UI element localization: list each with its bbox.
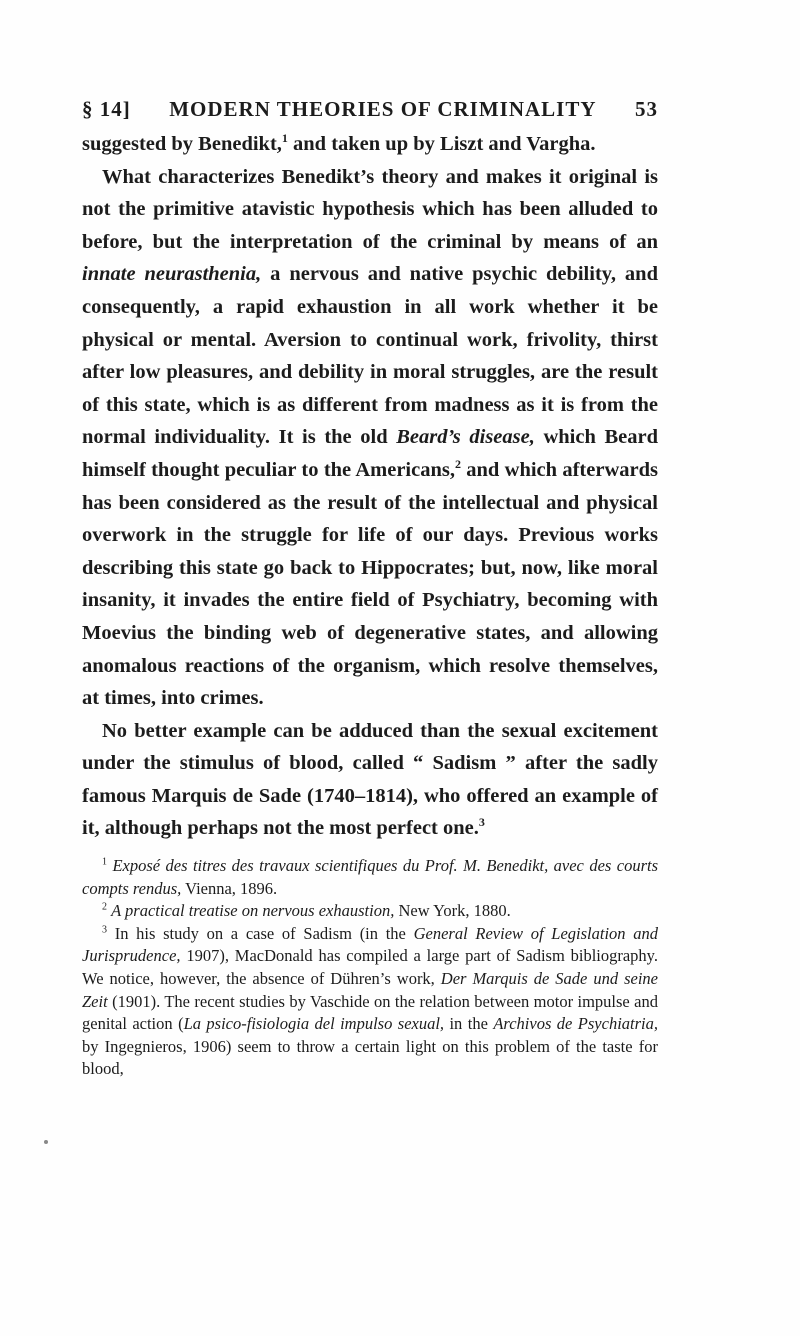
footnote-1: $^1$ Exposé des titres des travaux scientifiques du Prof. M. Benedikt, avec des courts compts rendus, Vienna, 1896. <box>82 856 658 898</box>
footnote-3: $^3$ In his study on a case of Sadism (in the General Review of Legislation and Jurisprudence, 1907), MacDonald has compiled a large part of Sadism bibliography. We notice, however, the absence of Dühren’s work, Der Marquis de Sade und seine Zeit (1901). The recent studies by Vaschide on the relation between motor impulse and genital action (La psico-fisiologia del impulso sexual, in the Archivos de Psychiatria, by Ingegnieros, 1906) seem to throw a certain light on this problem of the taste for blood, <box>82 923 658 1079</box>
footnote-ref-3: 3 <box>478 815 485 830</box>
footnotes <box>82 855 658 1081</box>
footnote-ref-2: 2 <box>454 457 461 472</box>
page-number: 53 <box>635 97 658 121</box>
scan-speck <box>44 1140 48 1144</box>
paragraph-2: What characterizes Benedikt’s theory and makes it original is not the primitive atavistic hypothesis which has been alluded to before, but the interpretation of the criminal by means of an innate neurasthenia, a nervous and native psychic debility, and consequently, a rapid exhaustion in all work whether it be physical or mental. Aversion to continual work, frivolity, thirst after low pleasures, and debility in moral struggles, are the result of this state, which is as different from madness as it is from the normal individuality. It is the old Beard’s disease, which Beard himself thought peculiar to the Americans,$^2$ and which afterwards has been considered as the result of the intellectual and physical overwork in the struggle for life of our days. Previous works describing this state go back to Hippocrates; but, now, like moral insanity, it invades the entire field of Psychiatry, becoming with Moevius the binding web of degenerative states, and allowing anomalous reactions of the organism, which resolve themselves, at times, into crimes. <box>82 165 658 710</box>
footnote-ref-1: 1 <box>281 131 288 146</box>
footnote-2: $^2$ A practical treatise on nervous exhaustion, New York, 1880. <box>102 901 511 921</box>
paragraph-1: suggested by Benedikt,$^1$ and taken up by Liszt and Vargha. <box>82 131 596 155</box>
emphasis-innate-neurasthenia: innate neurasthenia, <box>82 263 262 286</box>
running-header <box>82 97 658 122</box>
book-page <box>82 97 658 1081</box>
body-text <box>82 128 658 845</box>
emphasis-beards-disease: Beard’s disease, <box>396 426 535 449</box>
paragraph-3: No better example can be adduced than the sexual excitement under the stimulus of blood, called “ Sadism ” after the sadly famous Marquis de Sade (1740–1814), who offered an example of it, although perhaps not the most perfect one.$^3$ <box>82 719 658 840</box>
running-title: MODERN THEORIES OF CRIMINALITY <box>169 97 597 121</box>
section-marker: § 14] <box>82 97 131 121</box>
